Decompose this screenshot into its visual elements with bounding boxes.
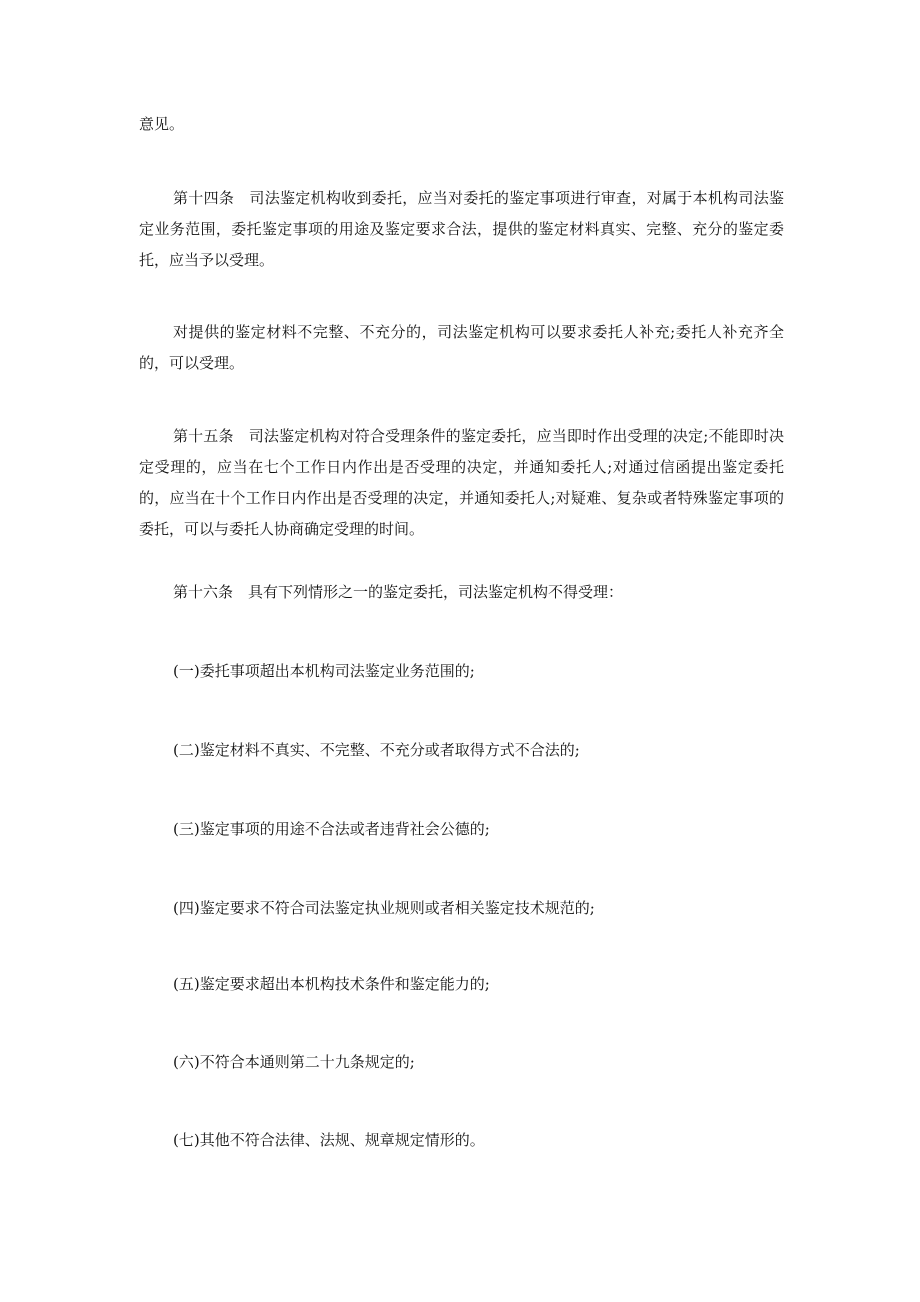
- paragraph-continuation: 意见。: [139, 115, 185, 133]
- list-item-4: (四)鉴定要求不符合司法鉴定执业规则或者相关鉴定技术规范的;: [173, 899, 595, 917]
- list-item-7: (七)其他不符合法律、法规、规章规定情形的。: [173, 1131, 485, 1149]
- list-item-1: (一)委托事项超出本机构司法鉴定业务范围的;: [173, 662, 475, 680]
- list-item-3: (三)鉴定事项的用途不合法或者违背社会公德的;: [173, 820, 490, 838]
- article-14-supplement-paragraph: 对提供的鉴定材料不完整、不充分的，司法鉴定机构可以要求委托人补充;委托人补充齐全的，可以受理。: [139, 323, 784, 372]
- article-15-paragraph: 第十五条 司法鉴定机构对符合受理条件的鉴定委托，应当即时作出受理的决定;不能即时决定受理的，应当在七个工作日内作出是否受理的决定，并通知委托人;对通过信函提出鉴定委托的，应当在十个工作日内作出是否受理的决定，并通知委托人;对疑难、复杂或者特殊鉴定事项的委托，可以与委托人协商确定受理的时间。: [139, 427, 784, 538]
- article-14-paragraph: 第十四条 司法鉴定机构收到委托，应当对委托的鉴定事项进行审查，对属于本机构司法鉴定业务范围，委托鉴定事项的用途及鉴定要求合法，提供的鉴定材料真实、完整、充分的鉴定委托，应当予以受理。: [139, 189, 784, 269]
- article-16-paragraph: 第十六条 具有下列情形之一的鉴定委托，司法鉴定机构不得受理：: [173, 583, 624, 601]
- list-item-2: (二)鉴定材料不真实、不完整、不充分或者取得方式不合法的;: [173, 741, 580, 759]
- list-item-5: (五)鉴定要求超出本机构技术条件和鉴定能力的;: [173, 975, 490, 993]
- list-item-6: (六)不符合本通则第二十九条规定的;: [173, 1053, 415, 1071]
